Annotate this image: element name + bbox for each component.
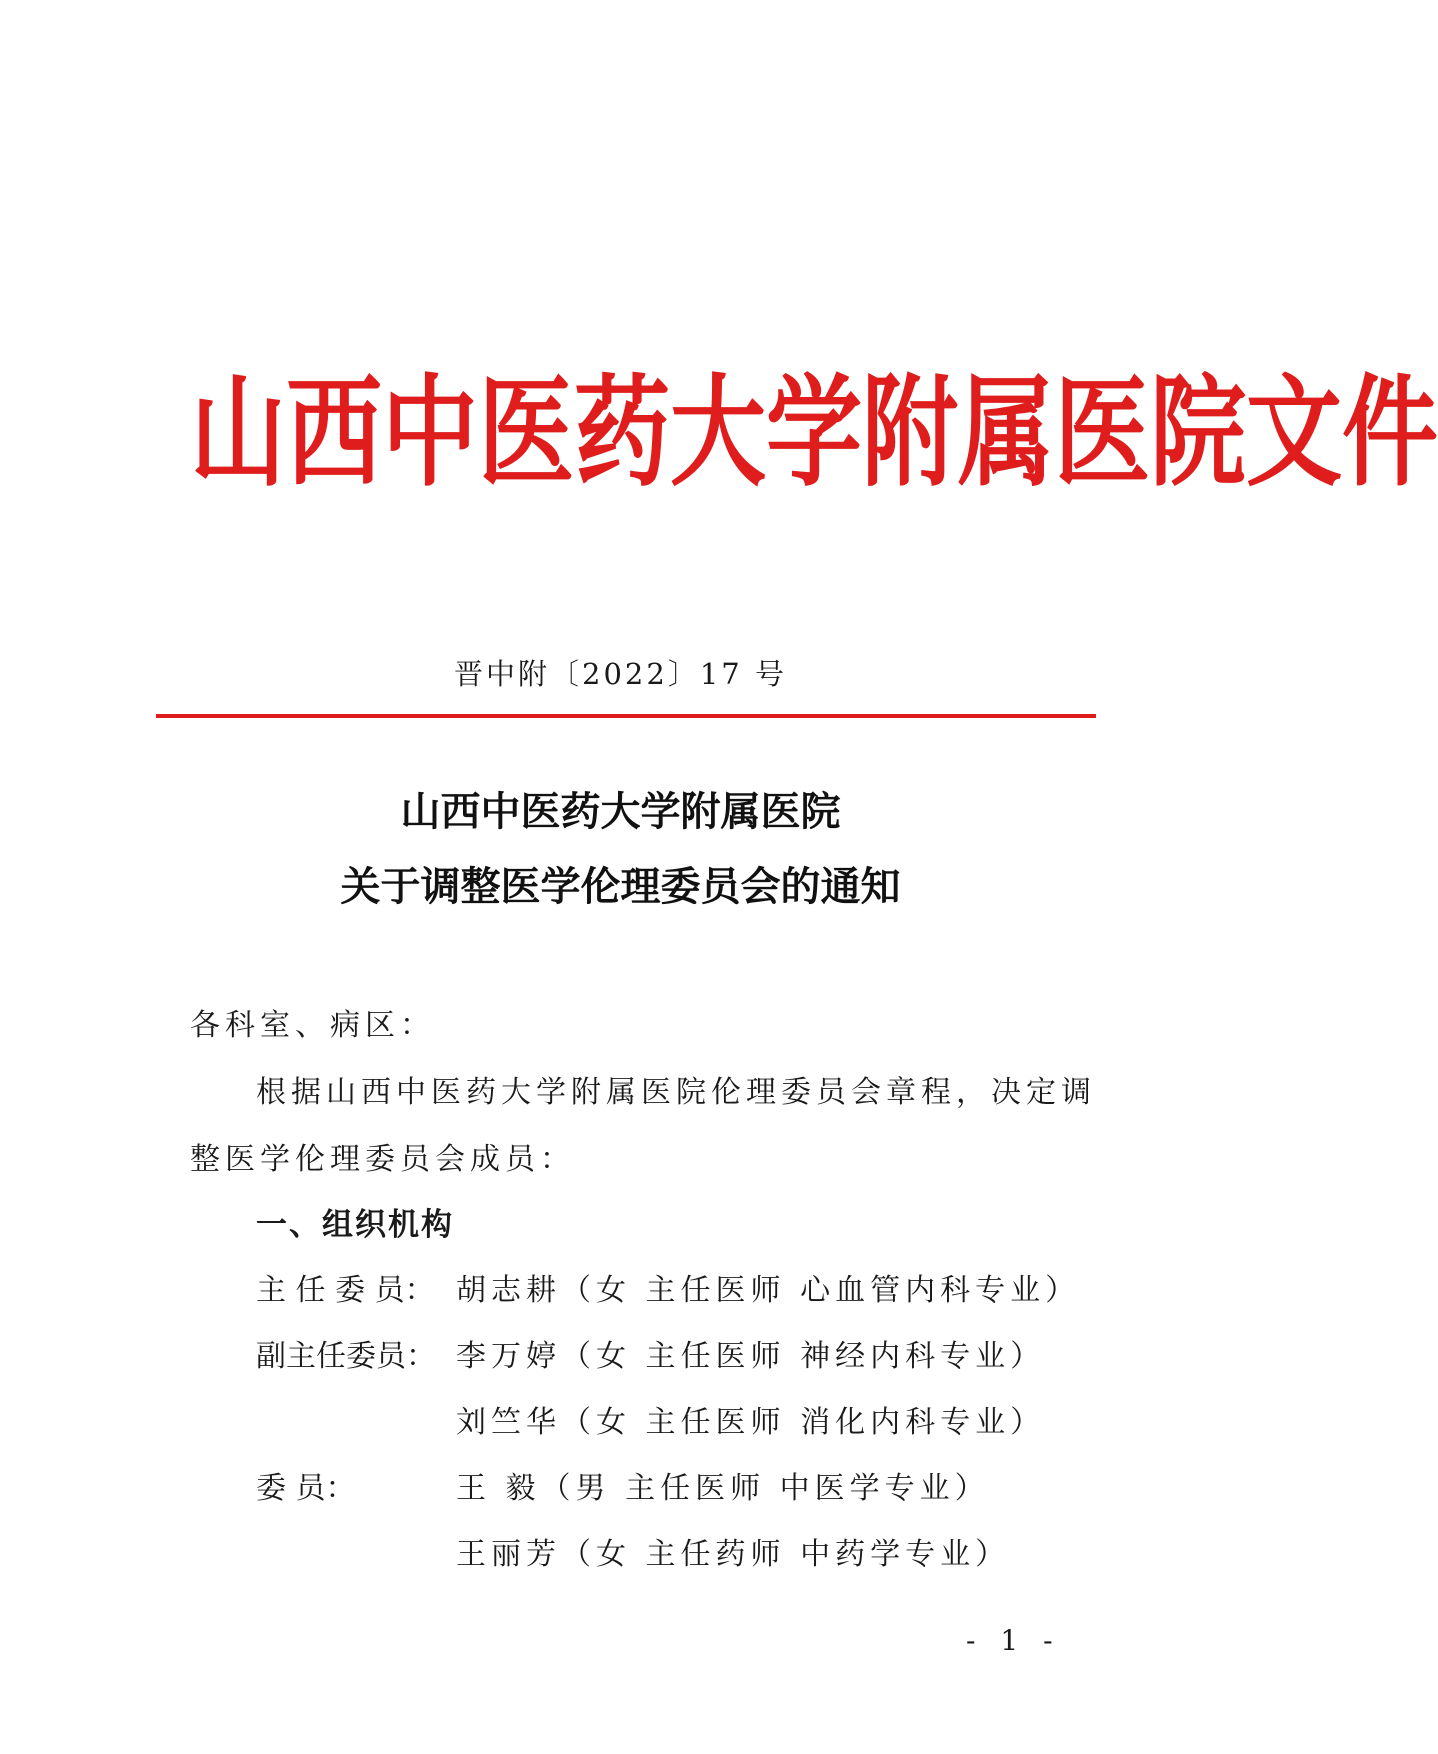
header-title-char: 大 xyxy=(670,362,766,503)
paragraph-line-1: 根据山西中医药大学附属医院伦理委员会章程，决定调 xyxy=(256,1075,1096,1110)
page-number: - 1 - xyxy=(966,1624,1061,1657)
document-number: 晋中附〔2022〕17 号 xyxy=(454,657,787,691)
header-title-char: 文 xyxy=(1246,362,1342,503)
section-heading-organization: 一、组织机构 xyxy=(256,1207,454,1243)
member-label-member: 委 员： xyxy=(256,1471,356,1506)
red-divider-line xyxy=(156,714,1096,718)
header-title-char: 附 xyxy=(862,362,958,503)
member-label-chair: 主 任 委 员： xyxy=(256,1273,435,1308)
member-label-vice-chair: 副主任委员： xyxy=(256,1339,436,1374)
header-title-char: 学 xyxy=(766,362,862,503)
header-title-char: 中 xyxy=(382,362,478,503)
member-detail-vice-chair-2: 刘竺华（女 主任医师 消化内科专业） xyxy=(456,1405,1046,1440)
header-title-char: 药 xyxy=(574,362,670,503)
member-detail-member-2: 王丽芳（女 主任药师 中药学专业） xyxy=(456,1537,1011,1572)
header-title-char: 院 xyxy=(1150,362,1246,503)
header-title-char: 医 xyxy=(478,362,574,503)
member-detail-chair: 胡志耕（女 主任医师 心血管内科专业） xyxy=(456,1273,1081,1308)
salutation: 各科室、病区： xyxy=(190,1008,435,1043)
notice-title-line-2: 关于调整医学伦理委员会的通知 xyxy=(340,863,901,910)
member-detail-member-1: 王 毅（男 主任医师 中医学专业） xyxy=(456,1471,990,1506)
header-title-char: 西 xyxy=(286,362,382,503)
header-title-char: 件 xyxy=(1342,362,1438,503)
member-detail-vice-chair-1: 李万婷（女 主任医师 神经内科专业） xyxy=(456,1339,1046,1374)
paragraph-line-2: 整医学伦理委员会成员： xyxy=(190,1142,575,1177)
document-header-title xyxy=(190,345,1438,520)
header-title-char: 医 xyxy=(1054,362,1150,503)
header-title-char: 山 xyxy=(190,362,286,503)
notice-title-line-1: 山西中医药大学附属医院 xyxy=(400,788,841,835)
header-title-char: 属 xyxy=(958,362,1054,503)
